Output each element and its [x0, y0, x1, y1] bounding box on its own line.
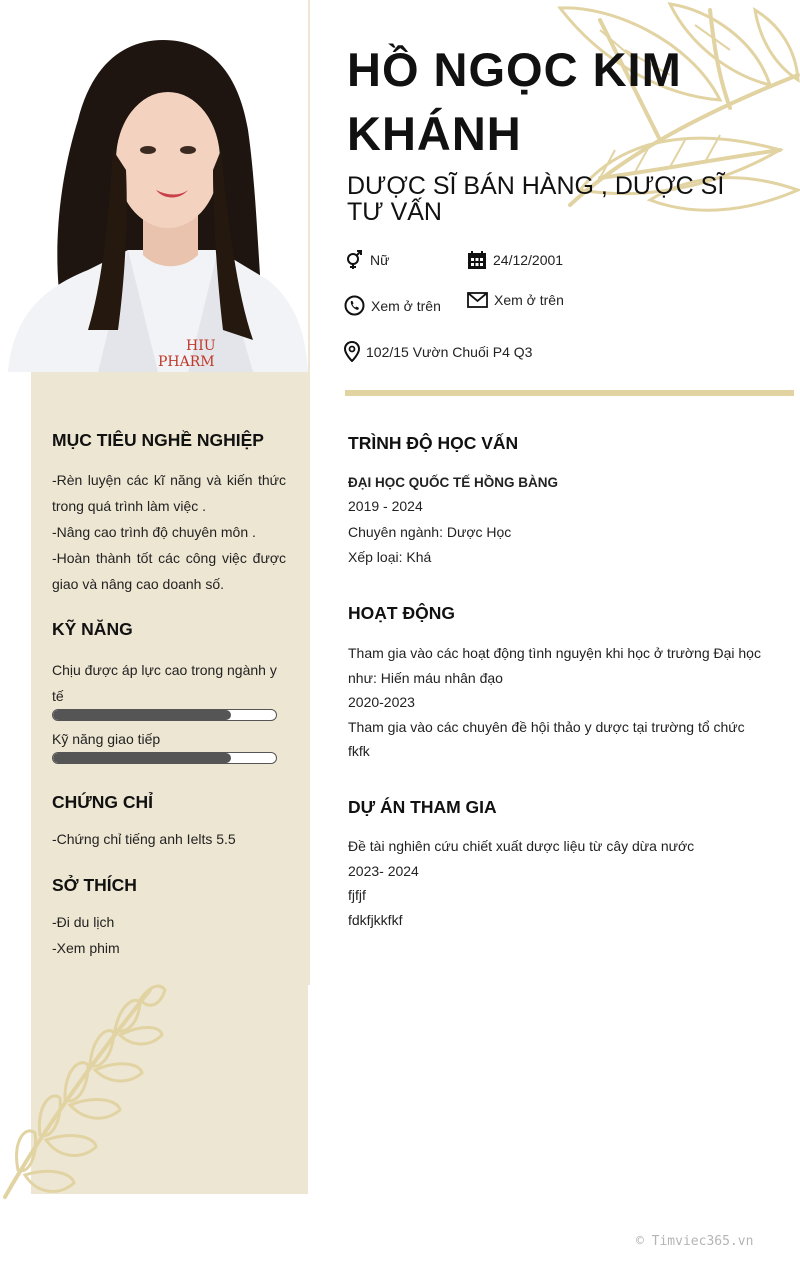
- phone-info: [344, 295, 441, 316]
- gender-info: [344, 250, 389, 270]
- email-info: [467, 292, 564, 308]
- hobbies-title: SỞ THÍCH: [52, 875, 137, 895]
- skill-label: Kỹ năng giao tiếp: [52, 731, 161, 747]
- calendar-icon: [467, 250, 487, 270]
- hobby-line: -Đi du lịch: [52, 914, 115, 930]
- career-objective-line: -Nâng cao trình độ chuyên môn .: [52, 524, 256, 540]
- activity-line: Tham gia vào các hoạt động tình nguyện khi học ở trường Đại học như: Hiến máu nhân đạo: [348, 645, 761, 686]
- gender-icon: [344, 250, 364, 270]
- career-objective-text: [52, 467, 286, 597]
- skill-bar: [52, 752, 277, 764]
- education-title: TRÌNH ĐỘ HỌC VẤN: [348, 433, 519, 453]
- project-line: Đề tài nghiên cứu chiết xuất dược liệu từ cây dừa nước: [348, 838, 695, 854]
- address-value: 102/15 Vườn Chuối P4 Q3: [366, 343, 533, 360]
- candidate-name: HỒ NGỌC KIM KHÁNH: [347, 43, 682, 160]
- education-line: Chuyên ngành: Dược Học: [348, 523, 512, 540]
- phone-icon: [344, 295, 365, 316]
- skill-bar: [52, 709, 277, 721]
- skill-label: Chịu được áp lực cao trong ngành y tế: [52, 662, 277, 704]
- certificate-line: -Chứng chỉ tiếng anh Ielts 5.5: [52, 831, 236, 847]
- career-objective-line: -Rèn luyện các kĩ năng và kiến thức trong quá trình làm việc .: [52, 472, 286, 514]
- watermark: © Timviec365.vn: [636, 1234, 754, 1249]
- profile-photo: [8, 0, 308, 372]
- education-line: 2019 - 2024: [348, 498, 423, 514]
- job-title: DƯỢC SĨ BÁN HÀNG , DƯỢC SĨ TƯ VẤN: [347, 172, 725, 226]
- birthday-info: [467, 250, 563, 270]
- gender-value: Nữ: [370, 252, 390, 268]
- address-info: [344, 341, 532, 362]
- skill-bar-fill: [53, 710, 231, 720]
- leaf-decoration-bottom-icon: [0, 975, 170, 1200]
- activity-line: Tham gia vào các chuyên đề hội thảo y dược tại trường tổ chức: [348, 718, 745, 735]
- education-details: [348, 494, 778, 571]
- projects-title: DỰ ÁN THAM GIA: [348, 797, 497, 817]
- phone-value: Xem ở trên: [371, 297, 441, 314]
- svg-text:PHARM: PHARM: [158, 354, 215, 370]
- activities-title: HOẠT ĐỘNG: [348, 603, 455, 623]
- activities-text: [348, 641, 768, 764]
- project-line: fjfjf: [348, 887, 366, 903]
- envelope-icon: [467, 292, 488, 308]
- birthday-value: 24/12/2001: [493, 252, 564, 268]
- vertical-divider: [308, 0, 310, 985]
- coat-badge-text: HIU: [186, 338, 216, 354]
- location-pin-icon: [344, 341, 360, 362]
- project-line: fdkfjkkfkf: [348, 911, 403, 928]
- project-line: 2023- 2024: [348, 862, 419, 879]
- certificates-title: CHỨNG CHỈ: [52, 792, 154, 812]
- activity-line: fkfk: [348, 743, 370, 759]
- school-name: ĐẠI HỌC QUỐC TẾ HỒNG BÀNG: [348, 475, 559, 490]
- education-line: Xếp loại: Khá: [348, 549, 432, 565]
- gold-divider: [345, 390, 794, 396]
- hobby-line: -Xem phim: [52, 940, 120, 956]
- career-objective-title: MỤC TIÊU NGHỀ NGHIỆP: [52, 430, 264, 450]
- skill-bar-fill: [53, 753, 231, 763]
- projects-text: [348, 834, 778, 932]
- hobbies-text: [52, 909, 286, 961]
- skills-title: KỸ NĂNG: [52, 619, 133, 639]
- email-value: Xem ở trên: [494, 292, 564, 308]
- activity-line: 2020-2023: [348, 694, 415, 710]
- career-objective-line: -Hoàn thành tốt các công việc được giao và nâng cao doanh số.: [52, 550, 286, 592]
